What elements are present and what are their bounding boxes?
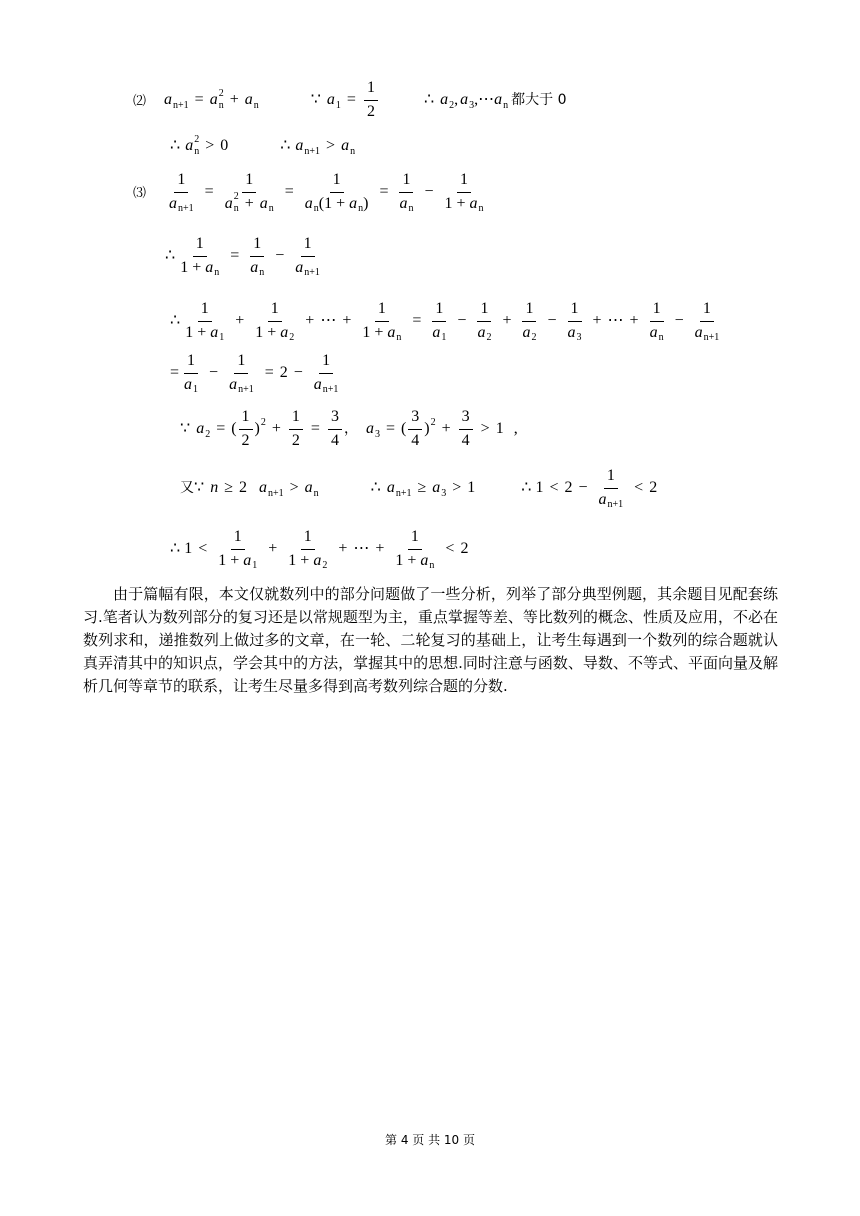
line-bounds: 又 ∵ n ≥ 2 a n+1 > a n ∴ a n+1 ≥ a 3 > 1 ∴ 1 < 2 − 1 a n+1 < 2 (180, 467, 658, 510)
line-telescope-term: ∴ 1 1 + a n = 1 a n − 1 a n+1 (165, 235, 320, 278)
part-label-2: ⑵ (133, 92, 147, 108)
line-compute-a2-a3: ∵ a 2 = ( 1 2 ) 2 + $\frac{1}{2}$ = $\frac{3}{4}$ ， a 3 = ( 3 4 ) 2 + $\frac{3}{4}$ > 1 , (180, 407, 518, 449)
square-positive: ∴ a 2 n > 0 (170, 133, 229, 157)
line-final-inequality: ∴ 1 < 1 1 + a 1 + 1 1 + a 2 + ⋯ + 1 1 + a n < 2 (170, 528, 469, 571)
recurrence-equation: a n+1 = a 2 n + a n (164, 87, 259, 111)
part-label-3: ⑶ (133, 184, 147, 200)
fraction-half: $\frac{1}{2}$ (364, 80, 378, 121)
positivity-claim: ∴ a 2 , a 3 , ⋯ a n 都大于 0 (423, 91, 567, 111)
page-footer: 第 4 页 共 10 页 (385, 1133, 475, 1147)
line-telescope-result: = 1 a 1 − 1 a n+1 = 2 − 1 a n+1 (170, 352, 339, 395)
line-part3-decomposition: ⑶ 1 a n+1 = 1 a 2 n + a n = 1 a n ( 1 + a n ) = 1 a n − 1 1 + a n (133, 171, 484, 214)
initial-value: ∵ a 1 = $\frac{1}{2}$ (311, 80, 380, 121)
increasing-claim: ∴ a n+1 > a n (280, 137, 356, 157)
summary-paragraph: 由于篇幅有限，本文仅就数列中的部分问题做了一些分析，列举了部分典型例题，其余题目见配套练习.笔者认为数列部分的复习还是以常规题型为主，重点掌握等差、等比数列的概念、性质及应用，不必在数列求和，递推数列上做过多的文章，在一轮、二轮复习的基础上，让考生每遇到一个数列的综合题就认真弄清其中的知识点，学会其中的方法，掌握其中的思想.同时注意与函数、导数、不等式、平面向量及解析几何等章节的联系，让考生尽量多得到高考数列综合题的分数. (83, 585, 778, 695)
line-telescope-sum: ∴ 1 1 + a 1 + 1 1 + a 2 + ⋯ + 1 1 + a n = 1 a 1 − 1 a 2 + 1 a 2 − 1 a 3 + ⋯ + 1 a n − 1 a n+1 (170, 300, 720, 343)
